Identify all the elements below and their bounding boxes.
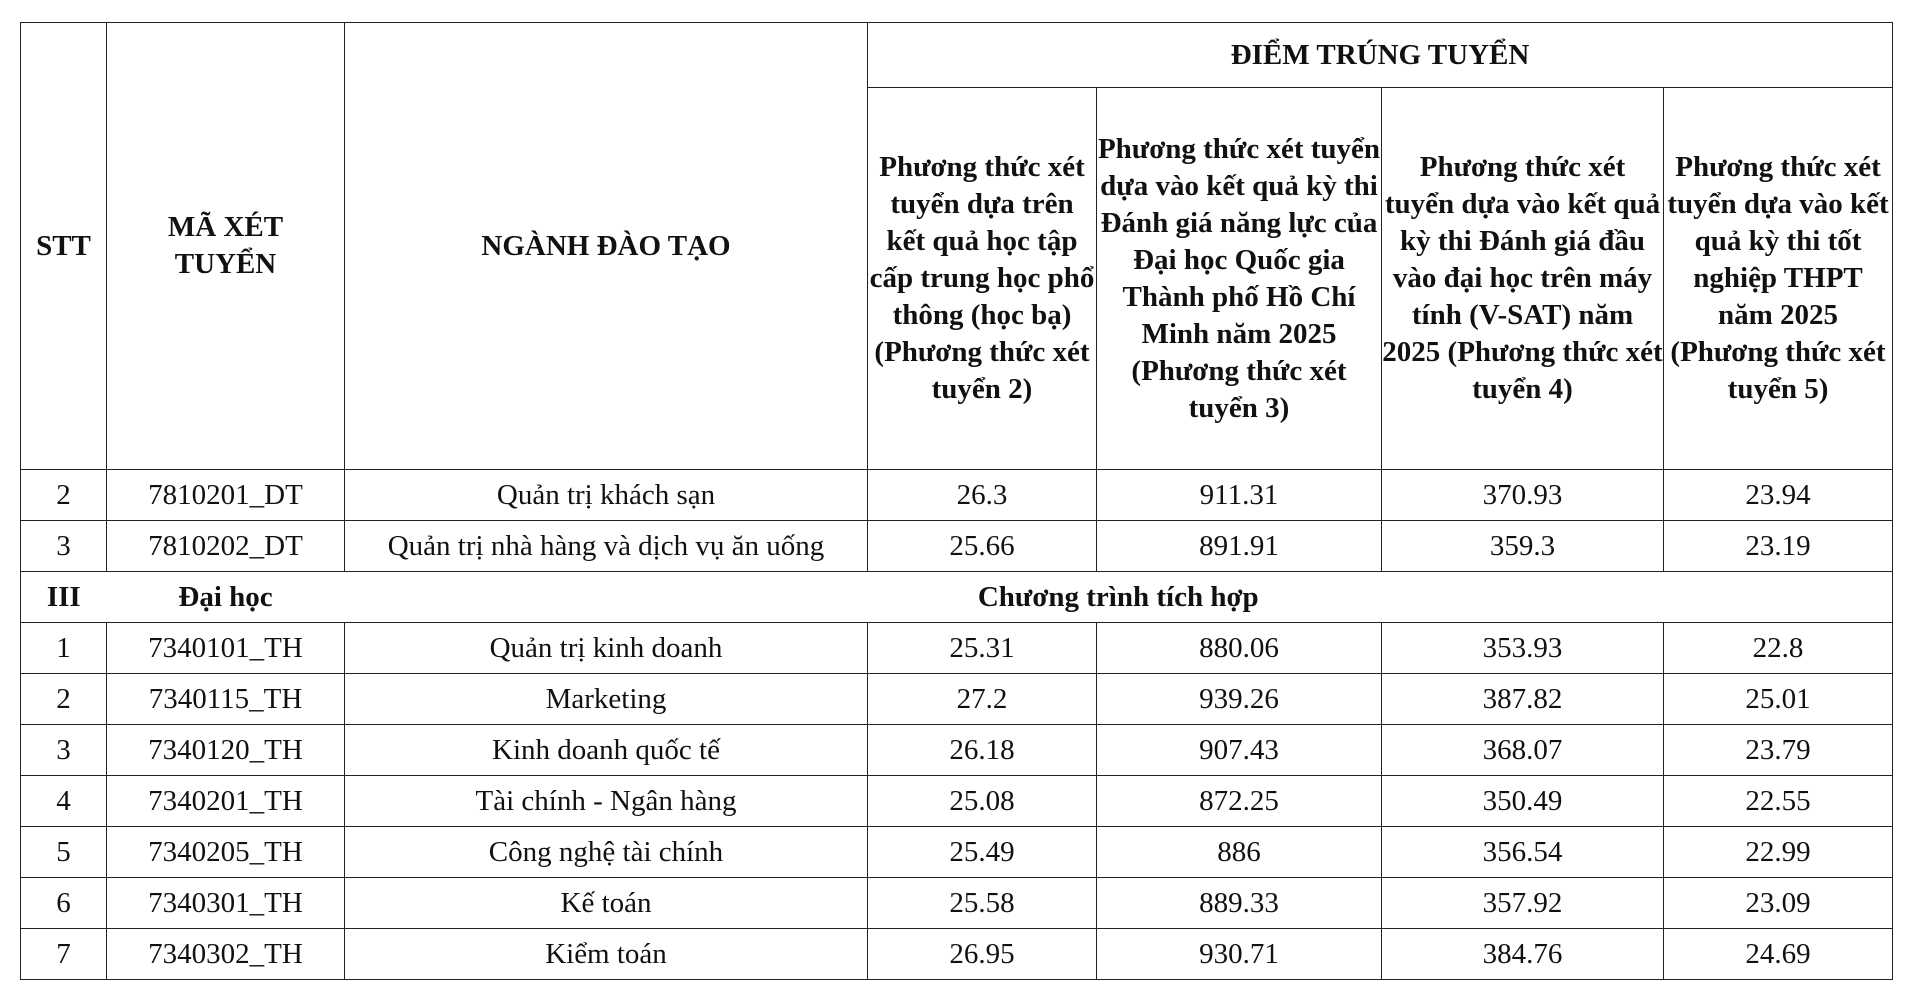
- cell-score-m2: 25.49: [868, 827, 1097, 878]
- section-code: Đại học: [107, 572, 345, 623]
- cell-code: 7810202_DT: [107, 521, 345, 572]
- cell-stt: 2: [21, 674, 107, 725]
- cell-stt: 6: [21, 878, 107, 929]
- header-stt: STT: [21, 23, 107, 470]
- cell-major: Kiểm toán: [345, 929, 868, 980]
- header-method-4: Phương thức xét tuyển dựa vào kết quả kỳ thi Đánh giá đầu vào đại học trên máy tính (V-SAT) năm 2025 (Phương thức xét tuyển 4): [1382, 88, 1664, 470]
- header-method-3: Phương thức xét tuyển dựa vào kết quả kỳ thi Đánh giá năng lực của Đại học Quốc gia Thành phố Hồ Chí Minh năm 2025 (Phương thức xét tuyển 3): [1097, 88, 1382, 470]
- cell-score-m3: 930.71: [1097, 929, 1382, 980]
- cell-major: Quản trị kinh doanh: [345, 623, 868, 674]
- cell-code: 7340302_TH: [107, 929, 345, 980]
- cell-score-m5: 23.94: [1664, 470, 1893, 521]
- cell-code: 7340120_TH: [107, 725, 345, 776]
- cell-score-m4: 359.3: [1382, 521, 1664, 572]
- table-body: [21, 470, 1893, 980]
- cell-score-m4: 370.93: [1382, 470, 1664, 521]
- table-row: [21, 776, 1893, 827]
- cell-score-m5: 23.19: [1664, 521, 1893, 572]
- cell-score-m2: 27.2: [868, 674, 1097, 725]
- section-title: Chương trình tích hợp: [345, 572, 1893, 623]
- admission-scores-table: [20, 22, 1893, 980]
- cell-score-m3: 907.43: [1097, 725, 1382, 776]
- table-row: [21, 623, 1893, 674]
- cell-score-m2: 25.08: [868, 776, 1097, 827]
- cell-stt: 4: [21, 776, 107, 827]
- table-header: [21, 23, 1893, 470]
- cell-score-m3: 891.91: [1097, 521, 1382, 572]
- cell-major: Quản trị nhà hàng và dịch vụ ăn uống: [345, 521, 868, 572]
- cell-major: Kinh doanh quốc tế: [345, 725, 868, 776]
- cell-stt: 5: [21, 827, 107, 878]
- cell-score-m2: 25.31: [868, 623, 1097, 674]
- cell-major: Công nghệ tài chính: [345, 827, 868, 878]
- header-code: MÃ XÉT TUYỂN: [107, 23, 345, 470]
- cell-major: Quản trị khách sạn: [345, 470, 868, 521]
- cell-code: 7340101_TH: [107, 623, 345, 674]
- cell-score-m3: 886: [1097, 827, 1382, 878]
- cell-code: 7340205_TH: [107, 827, 345, 878]
- table-row: [21, 674, 1893, 725]
- table-row: [21, 521, 1893, 572]
- header-method-2: Phương thức xét tuyển dựa trên kết quả học tập cấp trung học phổ thông (học bạ) (Phương thức xét tuyển 2): [868, 88, 1097, 470]
- cell-score-m3: 911.31: [1097, 470, 1382, 521]
- cell-score-m3: 939.26: [1097, 674, 1382, 725]
- cell-code: 7810201_DT: [107, 470, 345, 521]
- cell-stt: 3: [21, 725, 107, 776]
- table-row: [21, 725, 1893, 776]
- cell-major: Marketing: [345, 674, 868, 725]
- cell-code: 7340115_TH: [107, 674, 345, 725]
- cell-score-m2: 25.66: [868, 521, 1097, 572]
- cell-major: Kế toán: [345, 878, 868, 929]
- cell-code: 7340301_TH: [107, 878, 345, 929]
- cell-score-m4: 356.54: [1382, 827, 1664, 878]
- cell-stt: 1: [21, 623, 107, 674]
- cell-score-m3: 872.25: [1097, 776, 1382, 827]
- cell-score-m4: 368.07: [1382, 725, 1664, 776]
- cell-stt: 2: [21, 470, 107, 521]
- header-major: NGÀNH ĐÀO TẠO: [345, 23, 868, 470]
- cell-score-m5: 23.09: [1664, 878, 1893, 929]
- cell-score-m2: 25.58: [868, 878, 1097, 929]
- cell-score-m3: 880.06: [1097, 623, 1382, 674]
- cell-stt: 3: [21, 521, 107, 572]
- table-row: [21, 827, 1893, 878]
- cell-code: 7340201_TH: [107, 776, 345, 827]
- cell-score-m5: 25.01: [1664, 674, 1893, 725]
- table-row: [21, 470, 1893, 521]
- cell-score-m5: 22.55: [1664, 776, 1893, 827]
- header-score-group: ĐIỂM TRÚNG TUYỂN: [868, 23, 1893, 88]
- cell-score-m2: 26.18: [868, 725, 1097, 776]
- cell-score-m4: 357.92: [1382, 878, 1664, 929]
- cell-score-m5: 24.69: [1664, 929, 1893, 980]
- cell-score-m5: 22.99: [1664, 827, 1893, 878]
- table-row: [21, 929, 1893, 980]
- cell-score-m5: 22.8: [1664, 623, 1893, 674]
- cell-score-m2: 26.3: [868, 470, 1097, 521]
- cell-score-m3: 889.33: [1097, 878, 1382, 929]
- cell-score-m5: 23.79: [1664, 725, 1893, 776]
- cell-score-m2: 26.95: [868, 929, 1097, 980]
- header-method-5: Phương thức xét tuyển dựa vào kết quả kỳ thi tốt nghiệp THPT năm 2025 (Phương thức xét tuyển 5): [1664, 88, 1893, 470]
- cell-score-m4: 384.76: [1382, 929, 1664, 980]
- cell-score-m4: 387.82: [1382, 674, 1664, 725]
- cell-stt: 7: [21, 929, 107, 980]
- table-row: [21, 878, 1893, 929]
- cell-score-m4: 350.49: [1382, 776, 1664, 827]
- section-row: [21, 572, 1893, 623]
- cell-major: Tài chính - Ngân hàng: [345, 776, 868, 827]
- section-stt: III: [21, 572, 107, 623]
- cell-score-m4: 353.93: [1382, 623, 1664, 674]
